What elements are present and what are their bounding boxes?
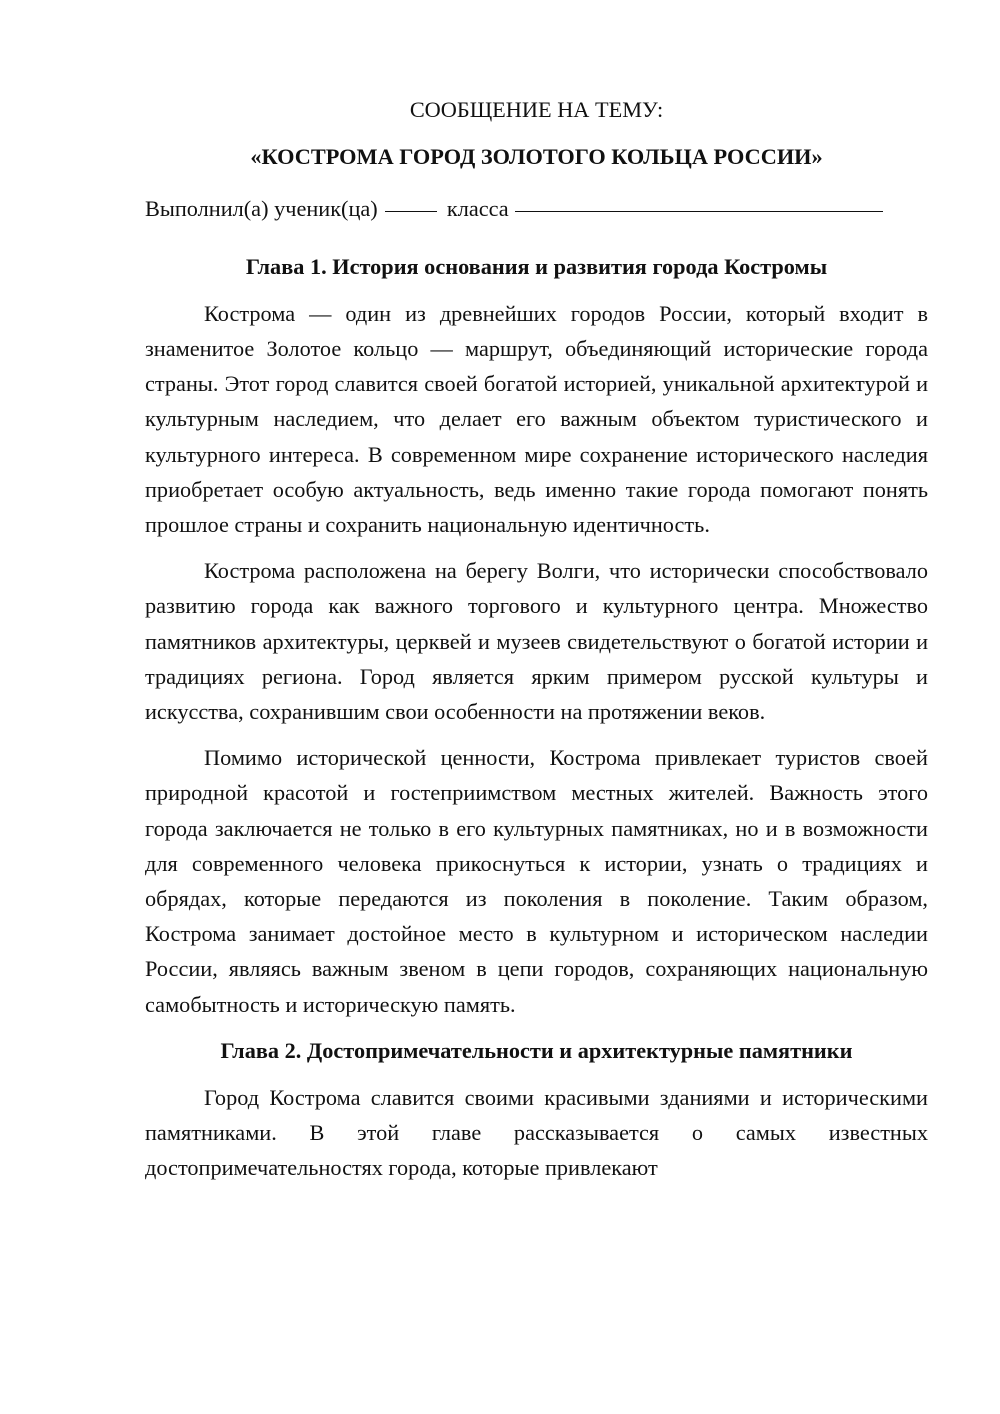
class-word: класса xyxy=(446,196,509,222)
chapter-2-paragraph-1: Город Кострома славится своими красивыми зданиями и историческими памятниками. В этой главе рассказывается о самых известных достопримечательностях города, которые привлекают xyxy=(145,1085,928,1181)
chapter-1-paragraph-2: Кострома расположена на берегу Волги, что исторически способствовало развитию города как важного торгового и культурного центра. Множество памятников архитектуры, церквей и музеев свидетельствуют о богатой истории и традициях региона. Город является ярким примером русской культуры и искусства, сохранившим свои особенности на протяжении веков. xyxy=(145,558,928,725)
document-page xyxy=(145,92,928,1186)
author-line xyxy=(145,191,928,226)
chapter-1-paragraph-1: Кострома — один из древнейших городов России, который входит в знаменитое Золотое кольцо — маршрут, объединяющий исторические города страны. Этот город славится своей богатой историей, уникальной архитектурой и культурным наследием, что делает его важным объектом туристического и культурного интереса. В современном мире сохранение исторического наследия приобретает особую актуальность, ведь именно такие города помогают понять прошлое страны и сохранить национальную идентичность. xyxy=(145,300,928,538)
chapter-1-paragraph-3: Помимо исторической ценности, Кострома привлекает туристов своей природной красотой и гостеприимством местных жителей. Важность этого города заключается не только в его культурных памятниках, но и в возможности для современного человека прикоснуться к истории, узнать о традициях и обрядах, которые передаются из поколения в поколение. Таким образом, Кострома занимает достойное место в культурном и историческом наследии России, являясь важным звеном в цепи городов, сохраняющих национальную самобытность и историческую память. xyxy=(145,745,928,1017)
chapter-2-heading: Глава 2. Достопримечательности и архитектурные памятники xyxy=(220,1037,853,1063)
author-name-blank xyxy=(515,211,883,212)
document-title: «КОСТРОМА ГОРОД ЗОЛОТОГО КОЛЬЦА РОССИИ» xyxy=(250,144,823,170)
chapter-1-heading: Глава 1. История основания и развития города Костромы xyxy=(245,253,828,279)
class-number-blank xyxy=(385,211,437,212)
document-title-label: СООБЩЕНИЕ НА ТЕМУ: xyxy=(409,97,664,122)
author-prefix: Выполнил(а) ученик(ца) xyxy=(145,196,378,222)
